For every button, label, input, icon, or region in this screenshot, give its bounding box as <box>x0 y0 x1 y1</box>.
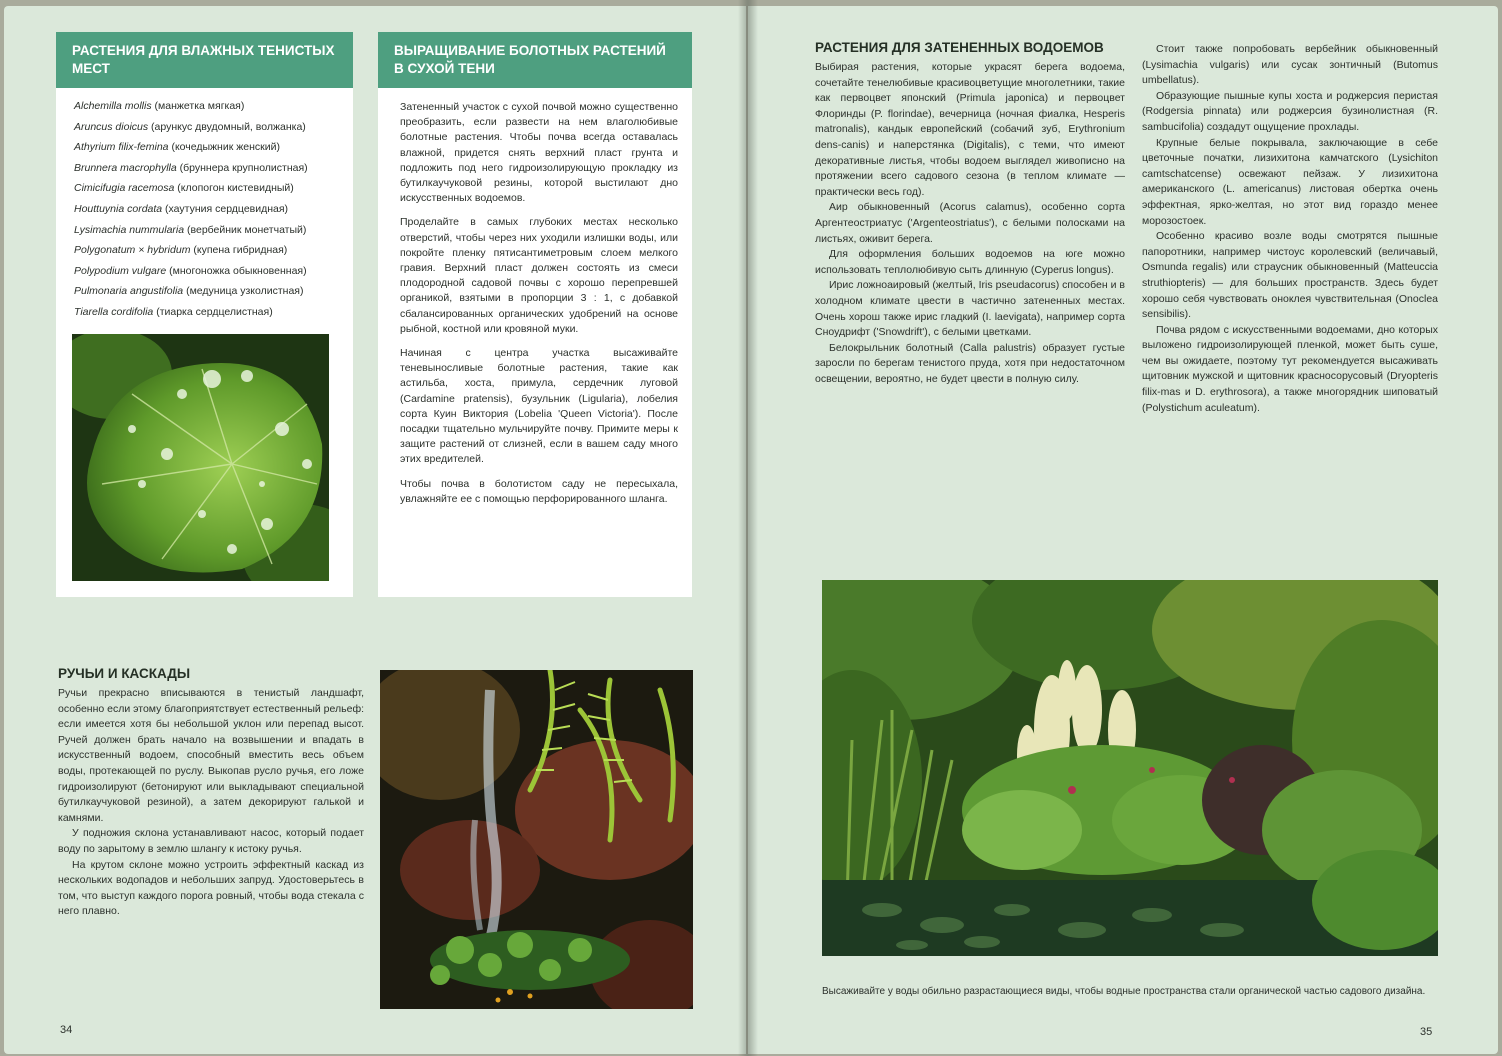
book-gutter <box>738 0 758 1056</box>
paragraph: Проделайте в самых глубоких местах несколько отверстий, чтобы через них уходили излишки воды, или покройте пленку пятисантиметровым слоем мелкого гравия. Верхний пласт должен состоять из смеси плодородной садовой почвы с хорошо перепревшей органикой, взятыми в пропорции 3 : 1, с добавкой сбалансированных органических удобрений на основе рыбной, костной или кровяной муки. <box>400 216 678 335</box>
paragraph: Стоит также попробовать вербейник обыкновенный (Lysimachia vulgaris) или сусак зонтичный (Butomus umbellatus). <box>1142 43 1438 87</box>
box-title: РАСТЕНИЯ ДЛЯ ВЛАЖНЫХ ТЕНИСТЫХ МЕСТ <box>56 32 353 88</box>
paragraph: На крутом склоне можно устроить эффектный каскад из нескольких водопадов и небольших запруд. Удостоверьтесь в том, что выступ каждого порога ровный, чтобы вода стекала с него плавно. <box>58 858 364 918</box>
list-item: Polygonatum × hybridum (купена гибридная) <box>74 244 288 257</box>
list-item: Cimicifugia racemosa (клопогон кистевидный) <box>74 182 294 195</box>
paragraph: Ирис ложноаировый (желтый, Iris pseudacorus) способен и в холодном климате цвести в частично затененных местах. Очень хорош также ирис гладкий (I. laevigata), например сорта Сноудрифт ('Snowdrift'), с белыми цветками. <box>815 279 1125 339</box>
list-item: Aruncus dioicus (арункус двудомный, волжанка) <box>74 120 306 133</box>
paragraph: У подножия склона устанавливают насос, который подает воду по зарытому в землю шлангу к истоку ручья. <box>58 827 364 855</box>
list-item: Athyrium filix-femina (кочедыжник женский) <box>74 141 280 154</box>
list-item: Brunnera macrophylla (бруннера крупнолистная) <box>74 161 308 174</box>
list-item: Polypodium vulgare (многоножка обыкновенная) <box>74 264 307 277</box>
box-body <box>378 88 692 507</box>
page-number-left: 34 <box>60 1024 73 1036</box>
paragraph: Почва рядом с искусственными водоемами, дно которых выложено гидроизолирующей пленкой, может быть суше, чем вы ожидаете, поэтому тут рекомендуется высаживать щитовник мужской и щитовник красносорусовый (Dryopteris filix-mas и D. erythrosora), а также многорядник шиповатый (Polystichum aculeatum). <box>1142 323 1438 414</box>
streams-title: РУЧЬИ И КАСКАДЫ <box>58 666 191 681</box>
shaded-ponds-col-2 <box>1142 42 1438 416</box>
paragraph: Особенно красиво возле воды смотрятся пышные папоротники, например чистоус королевский (величавый, Osmunda regalis) или страусник обыкновенный (Matteuccia struthiopteris) — для больших пространств. Здесь будет хорошо себя чувствовать оноклея чувствительная (Onoclea sensibilis). <box>1142 230 1438 321</box>
paragraph: Образующие пышные купы хоста и роджерсия перистая (Rodgersia pinnata) или роджерсия бузинолистная (R. sambucifolia) создадут ощущение прохлады. <box>1142 89 1438 133</box>
page-number-right: 35 <box>1420 1026 1433 1038</box>
bog-plants-dry-shade-box <box>378 32 692 597</box>
paragraph: Крупные белые покрывала, заключающие в себе цветочные початки, лизихитона камчатского (Lysichiton camtschatcense) освежают пейзаж. У лизихитона американского (L. americanus) листовая обертка очень эффектная, ярко-желтая, но этот вид гораздо менее морозостоек. <box>1142 136 1438 227</box>
list-item: Lysimachia nummularia (вербейник монетчатый) <box>74 223 307 236</box>
photo-caption: Высаживайте у воды обильно разрастающиеся виды, чтобы водные пространства стали органической частью садового дизайна. <box>822 986 1426 997</box>
alchemilla-leaf-photo <box>72 334 329 581</box>
paragraph: Аир обыкновенный (Acorus calamus), особенно сорта Аргентеостриатус ('Argenteostriatus'), с белыми полосками на листьях, оживит берега. <box>815 201 1125 245</box>
paragraph: Ручьи прекрасно вписываются в тенистый ландшафт, особенно если этому благоприятствует естественный рельеф: если имеется хотя бы небольшой уклон или перепад высот. Ручей должен брать начало на возвышении и впадать в искусственный водоем, способный вместить весь объем воды, протекающей по руслу. Выкопав русло ручья, его ложе гидроизолируют (бетонируют или выкладывают специальной бутилкаучуковой резиной), а затем декорируют галькой и камнями. <box>58 687 364 824</box>
paragraph: Выбирая растения, которые украсят берега водоема, сочетайте тенелюбивые красивоцветущие многолетники, такие как первоцвет японский (Primula japonica) и первоцвет Флоринды (P. florindae), вечерница (ночная фиалка, Hesperis matronalis), кандык европейский (собачий зуб, Erythronium dens-canis) и наперстянка (Digitalis), с теми, что имеют декоративные листья, чтобы водоем выглядел живописно на протяжении всего садового сезона (в теплом климате — практически весь год). <box>815 61 1125 198</box>
list-item: Houttuynia cordata (хаутуния сердцевидная) <box>74 202 289 215</box>
paragraph: Белокрыльник болотный (Calla palustris) образует густые заросли по берегам тенистого пруда, хотя при недостаточном освещении, вероятно, не будет цвести в полную силу. <box>815 341 1125 385</box>
paragraph: Для оформления больших водоемов на юге можно использовать теплолюбивую сыть длинную (Cyperus longus). <box>815 248 1125 276</box>
list-item: Alchemilla mollis (манжетка мягкая) <box>74 100 245 112</box>
paragraph: Начиная с центра участка высаживайте теневыносливые болотные растения, такие как астильба, хоста, примула, сердечник луговой (Cardamine pratensis), бузульник (Ligularia), лобелия сорта Куин Виктория (Lobelia 'Queen Victoria'). После посадки тщательно мульчируйте почву. Примите меры к защите растений от слизней, если в вашем саду много этих вредителей. <box>400 347 678 466</box>
plant-list <box>56 88 353 323</box>
list-item: Pulmonaria angustifolia (медуница узколистная) <box>74 285 304 298</box>
waterfall-ferns-photo <box>380 670 693 1009</box>
paragraph: Чтобы почва в болотистом саду не пересыхала, увлажняйте ее с помощью перфорированного шланга. <box>400 477 678 505</box>
paragraph: Затененный участок с сухой почвой можно существенно преобразить, если развести на нем влаголюбивые болотные растения. Чтобы почва всегда оставалась влажной, придется снять верхний пласт грунта и подложить под него гидроизолирующую прокладку из бутилкаучуковой резины, которой выстилают дно искусственных водоемов. <box>400 101 678 205</box>
list-item: Tiarella cordifolia (тиарка сердцелистная) <box>74 305 273 318</box>
shaded-ponds-title: РАСТЕНИЯ ДЛЯ ЗАТЕНЕННЫХ ВОДОЕМОВ <box>815 40 1104 55</box>
streams-text <box>58 686 364 920</box>
shaded-pond-garden-photo <box>822 580 1438 956</box>
box-title: ВЫРАЩИВАНИЕ БОЛОТНЫХ РАСТЕНИЙ В СУХОЙ ТЕНИ <box>378 32 692 88</box>
shaded-ponds-col-1 <box>815 60 1125 387</box>
